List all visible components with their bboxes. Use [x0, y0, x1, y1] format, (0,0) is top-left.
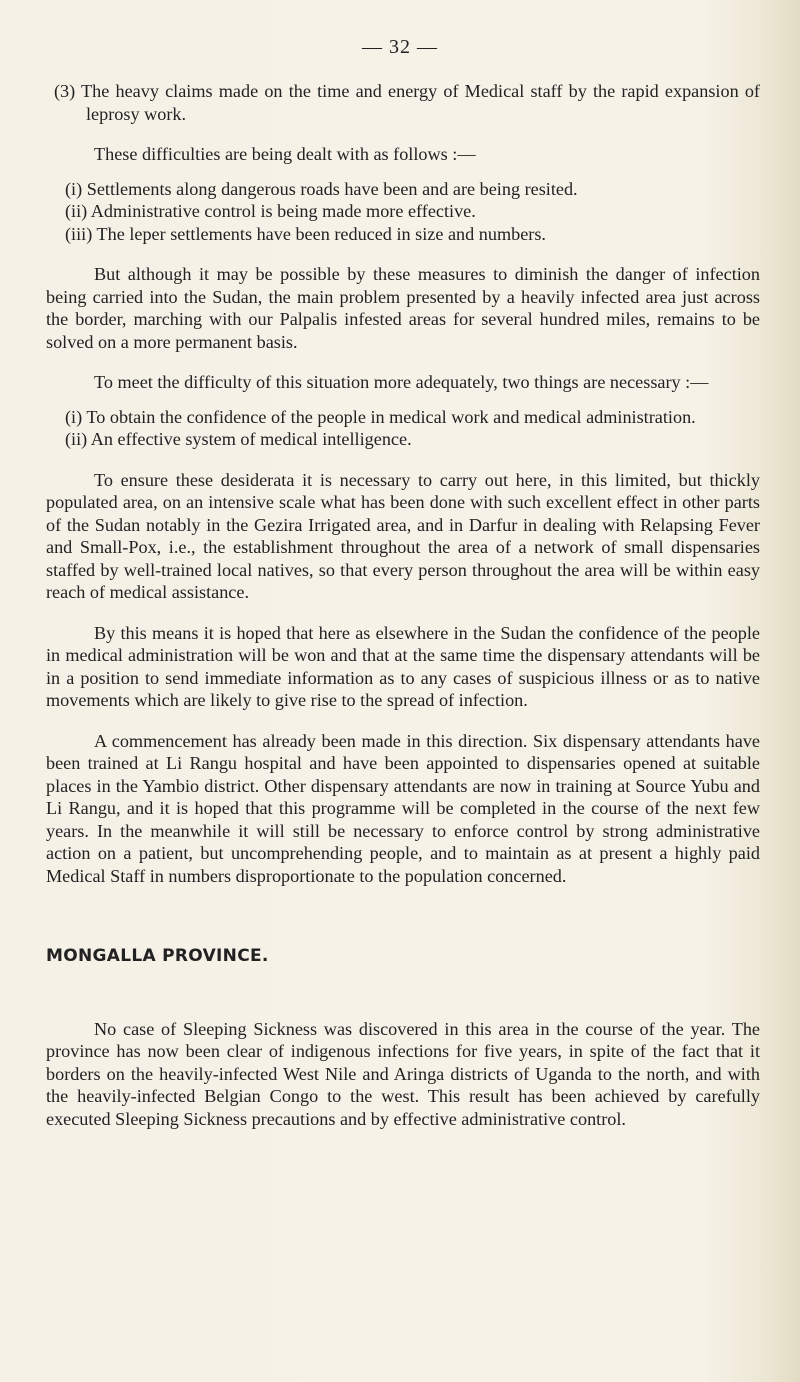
item-3: (3) The heavy claims made on the time and energy of Medical staff by the rapid expansion of leprosy work. — [54, 81, 760, 124]
paragraph-to-meet: To meet the difficulty of this situation more adequately, two things are necessary :— — [94, 372, 709, 392]
need-2: (ii) An effective system of medical intelligence. — [65, 429, 412, 449]
paragraph-although: But although it may be possible by these measures to diminish the danger of infection being carried into the Sudan, the main problem presented by a heavily infected area just across the border, marching with our Palpalis infested areas for several hundred miles, remains to be solved on a more permanent basis. — [46, 264, 760, 352]
body-text — [46, 80, 760, 1130]
need-1: (i) To obtain the confidence of the people in medical work and medical administration. — [65, 406, 696, 427]
paragraph-by-this: By this means it is hoped that here as elsewhere in the Sudan the confidence of the people in medical administration will be won and that at the same time the dispensary attendants will be in a position to send immediate information as to any cases of suspicious illness or as to native movements which are likely to give rise to the spread of infection. — [46, 622, 760, 710]
section-heading-mongalla: MONGALLA PROVINCE. — [46, 946, 269, 966]
difficulties-intro: These difficulties are being dealt with as follows :— — [94, 144, 476, 164]
paragraph-sleeping-sickness: No case of Sleeping Sickness was discovered in this area in the course of the year. The province has now been clear of indigenous infections for five years, in spite of the fact that it borders on the heavily-infected West Nile and Aringa districts of Uganda to the north, and with the heavily-infected Belgian Congo to the west. This result has been achieved by carefully executed Sleeping Sickness precautions and by effective administrative control. — [46, 1018, 760, 1129]
paragraph-desiderata: To ensure these desiderata it is necessary to carry out here, in this limited, but thickly populated area, on an intensive scale what has been done with such excellent effect in other parts of the Sudan notably in the Gezira Irrigated area, and in Darfur in dealing with Relapsing Fever and Small-Pox, i.e., the establishment throughout the area of a network of small dispensaries staffed by well-trained local natives, so that every person throughout the area will be within easy reach of medical assistance. — [46, 469, 760, 602]
page-number: — 32 — — [362, 36, 438, 58]
paragraph-commencement: A commencement has already been made in this direction. Six dispensary attendants have been trained at Li Rangu hospital and have been appointed to dispensaries opened at suitable places in the Yambio district. Other dispensary attendants are now in training at Source Yubu and Li Rangu, and it is hoped that this programme will be completed in the course of the next few years. In the meanwhile it will still be necessary to enforce control by strong administrative action on a patient, but uncomprehending people, and to maintain as at present a highly paid Medical Staff in numbers disproportionate to the population concerned. — [46, 730, 760, 886]
measure-1: (i) Settlements along dangerous roads have been and are being resited. — [65, 178, 578, 199]
measure-2: (ii) Administrative control is being made more effective. — [65, 201, 476, 221]
measure-3: (iii) The leper settlements have been reduced in size and numbers. — [65, 223, 546, 244]
